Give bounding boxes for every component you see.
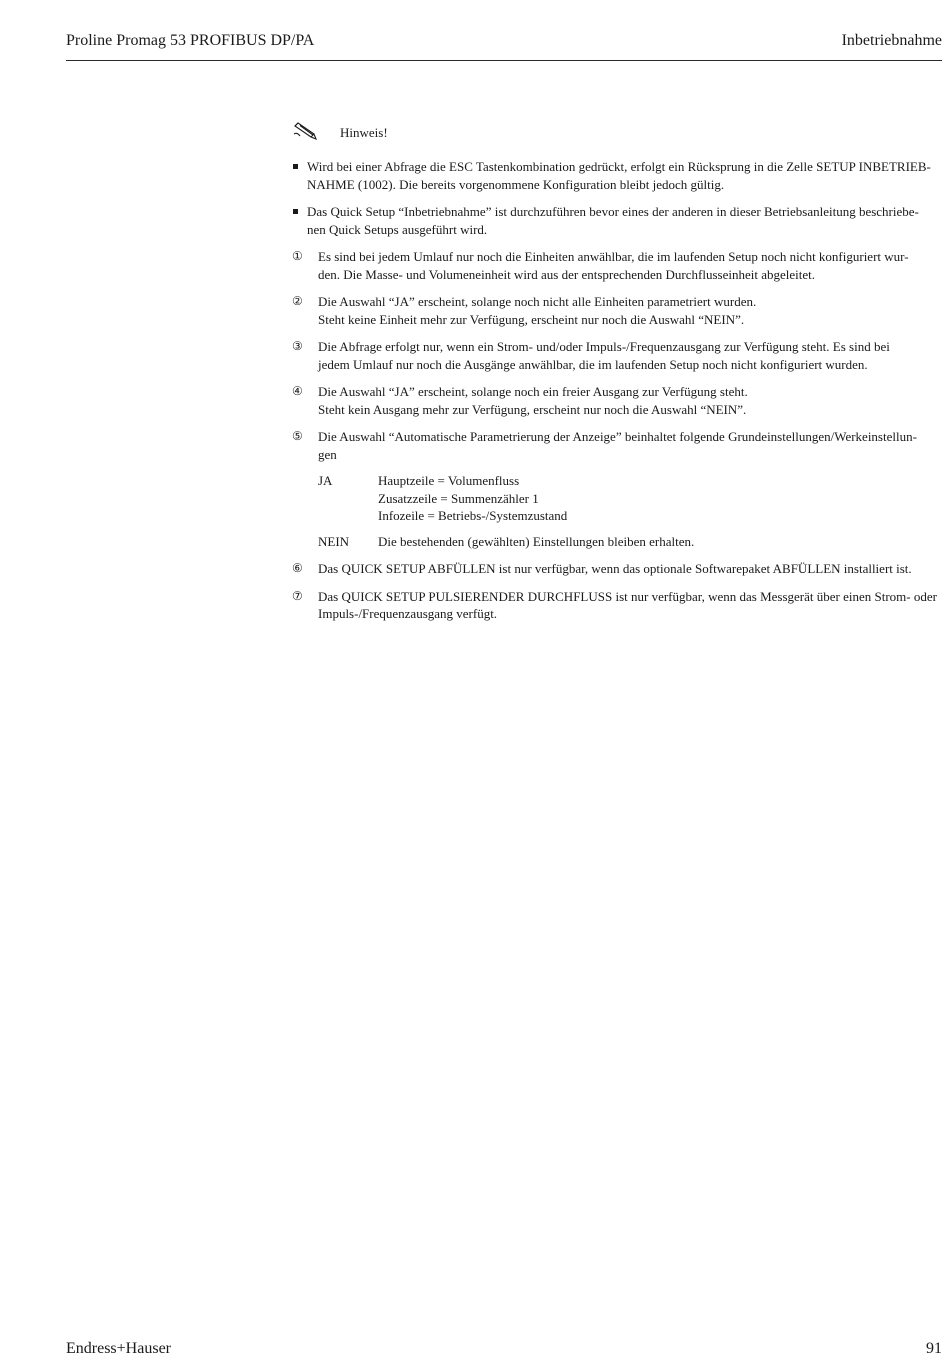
footer-brand: Endress+Hauser bbox=[66, 1340, 171, 1357]
footnote-text-line: Das QUICK SETUP PULSIERENDER DURCHFLUSS ist nur verfügbar, wenn das Messgerät über einen Strom- oder bbox=[318, 588, 937, 604]
definition-row bbox=[318, 472, 942, 525]
definition-line: Infozeile = Betriebs-/Systemzustand bbox=[378, 508, 568, 523]
footnote-text-line: Impuls-/Frequenzausgang verfügt. bbox=[318, 606, 498, 621]
footnote-text-line: Die Auswahl “Automatische Parametrierung der Anzeige” beinhaltet folgende Grundeinstellungen/Werkeinstellun- bbox=[318, 429, 917, 444]
bullet-square-icon bbox=[293, 209, 298, 214]
bullet-item bbox=[292, 158, 942, 193]
header-doc-title: Proline Promag 53 PROFIBUS DP/PA bbox=[66, 32, 315, 49]
main-content bbox=[292, 122, 942, 633]
footnote-item bbox=[292, 560, 942, 578]
footnote-text-line: Die Abfrage erfolgt nur, wenn ein Strom- und/oder Impuls-/Frequenzausgang zur Verfügung steht. Es sind bei bbox=[318, 339, 890, 354]
bullet-text-line: NAHME (1002). Die bereits vorgenommene Konfiguration bleibt jedoch gültig. bbox=[307, 176, 725, 192]
footnote-item bbox=[292, 338, 942, 373]
footnote-marker: ⑤ bbox=[292, 429, 303, 443]
footnote-marker: ② bbox=[292, 294, 303, 308]
footnote-marker: ① bbox=[292, 249, 303, 263]
footnote-text-line: Das QUICK SETUP ABFÜLLEN ist nur verfügbar, wenn das optionale Softwarepaket ABFÜLLEN installiert ist. bbox=[318, 561, 912, 576]
bullet-text-line: nen Quick Setups ausgeführt wird. bbox=[307, 221, 488, 237]
footnote-item bbox=[292, 588, 942, 623]
footnote-marker: ⑥ bbox=[292, 561, 303, 575]
page-header bbox=[66, 30, 942, 61]
page-number: 91 bbox=[926, 1340, 942, 1357]
definition-line: Zusatzzeile = Summenzähler 1 bbox=[378, 490, 539, 506]
bullet-square-icon bbox=[293, 164, 298, 169]
footnote-text-line: jedem Umlauf nur noch die Ausgänge anwählbar, die im laufenden Setup noch nicht konfiguriert wurden. bbox=[318, 356, 868, 372]
footnote-item bbox=[292, 383, 942, 418]
footnote-text-line: Die Auswahl “JA” erscheint, solange noch ein freier Ausgang zur Verfügung steht. bbox=[318, 384, 748, 399]
definition-line: Die bestehenden (gewählten) Einstellungen bleiben erhalten. bbox=[378, 533, 695, 549]
note-label: Hinweis! bbox=[340, 125, 388, 140]
footnote-text-line: Es sind bei jedem Umlauf nur noch die Einheiten anwählbar, die im laufenden Setup noch nicht konfiguriert wur- bbox=[318, 249, 909, 264]
definition-line: Hauptzeile = Volumenfluss bbox=[378, 473, 520, 488]
note-heading bbox=[292, 122, 942, 146]
definition-description bbox=[378, 533, 942, 551]
note-bullets bbox=[292, 158, 942, 238]
footnote-text-line: Steht kein Ausgang mehr zur Verfügung, erscheint nur noch die Auswahl “NEIN”. bbox=[318, 401, 747, 417]
definition-term: NEIN bbox=[318, 533, 350, 549]
footnote-item bbox=[292, 248, 942, 283]
footnote-text-line: den. Die Masse- und Volumeneinheit wird aus der entsprechenden Durchflusseinheit abgeleitet. bbox=[318, 266, 815, 282]
footnote-list bbox=[292, 248, 942, 623]
footnote-marker: ④ bbox=[292, 384, 303, 398]
bullet-text-line: Das Quick Setup “Inbetriebnahme” ist durchzuführen bevor eines der anderen in dieser Betriebsanleitung beschriebe- bbox=[307, 204, 919, 219]
bullet-text-line: Wird bei einer Abfrage die ESC Tastenkombination gedrückt, erfolgt ein Rücksprung in die Zelle SETUP INBETRIEB- bbox=[307, 159, 931, 174]
footnote-text-line: Die Auswahl “JA” erscheint, solange noch nicht alle Einheiten parametriert wurden. bbox=[318, 294, 757, 309]
pencil-icon bbox=[292, 120, 320, 142]
footnote-text-line: gen bbox=[318, 446, 337, 462]
footnote-marker: ⑦ bbox=[292, 588, 303, 603]
footnote-item bbox=[292, 428, 942, 550]
definition-term: JA bbox=[318, 473, 333, 488]
footnote-item bbox=[292, 293, 942, 328]
definition-table bbox=[318, 472, 942, 550]
footnote-marker: ③ bbox=[292, 339, 303, 353]
footnote-text-line: Steht keine Einheit mehr zur Verfügung, erscheint nur noch die Auswahl “NEIN”. bbox=[318, 311, 745, 327]
definition-row bbox=[318, 533, 942, 551]
header-section-title: Inbetriebnahme bbox=[841, 32, 942, 49]
definition-description bbox=[378, 472, 942, 525]
bullet-item bbox=[292, 203, 942, 238]
